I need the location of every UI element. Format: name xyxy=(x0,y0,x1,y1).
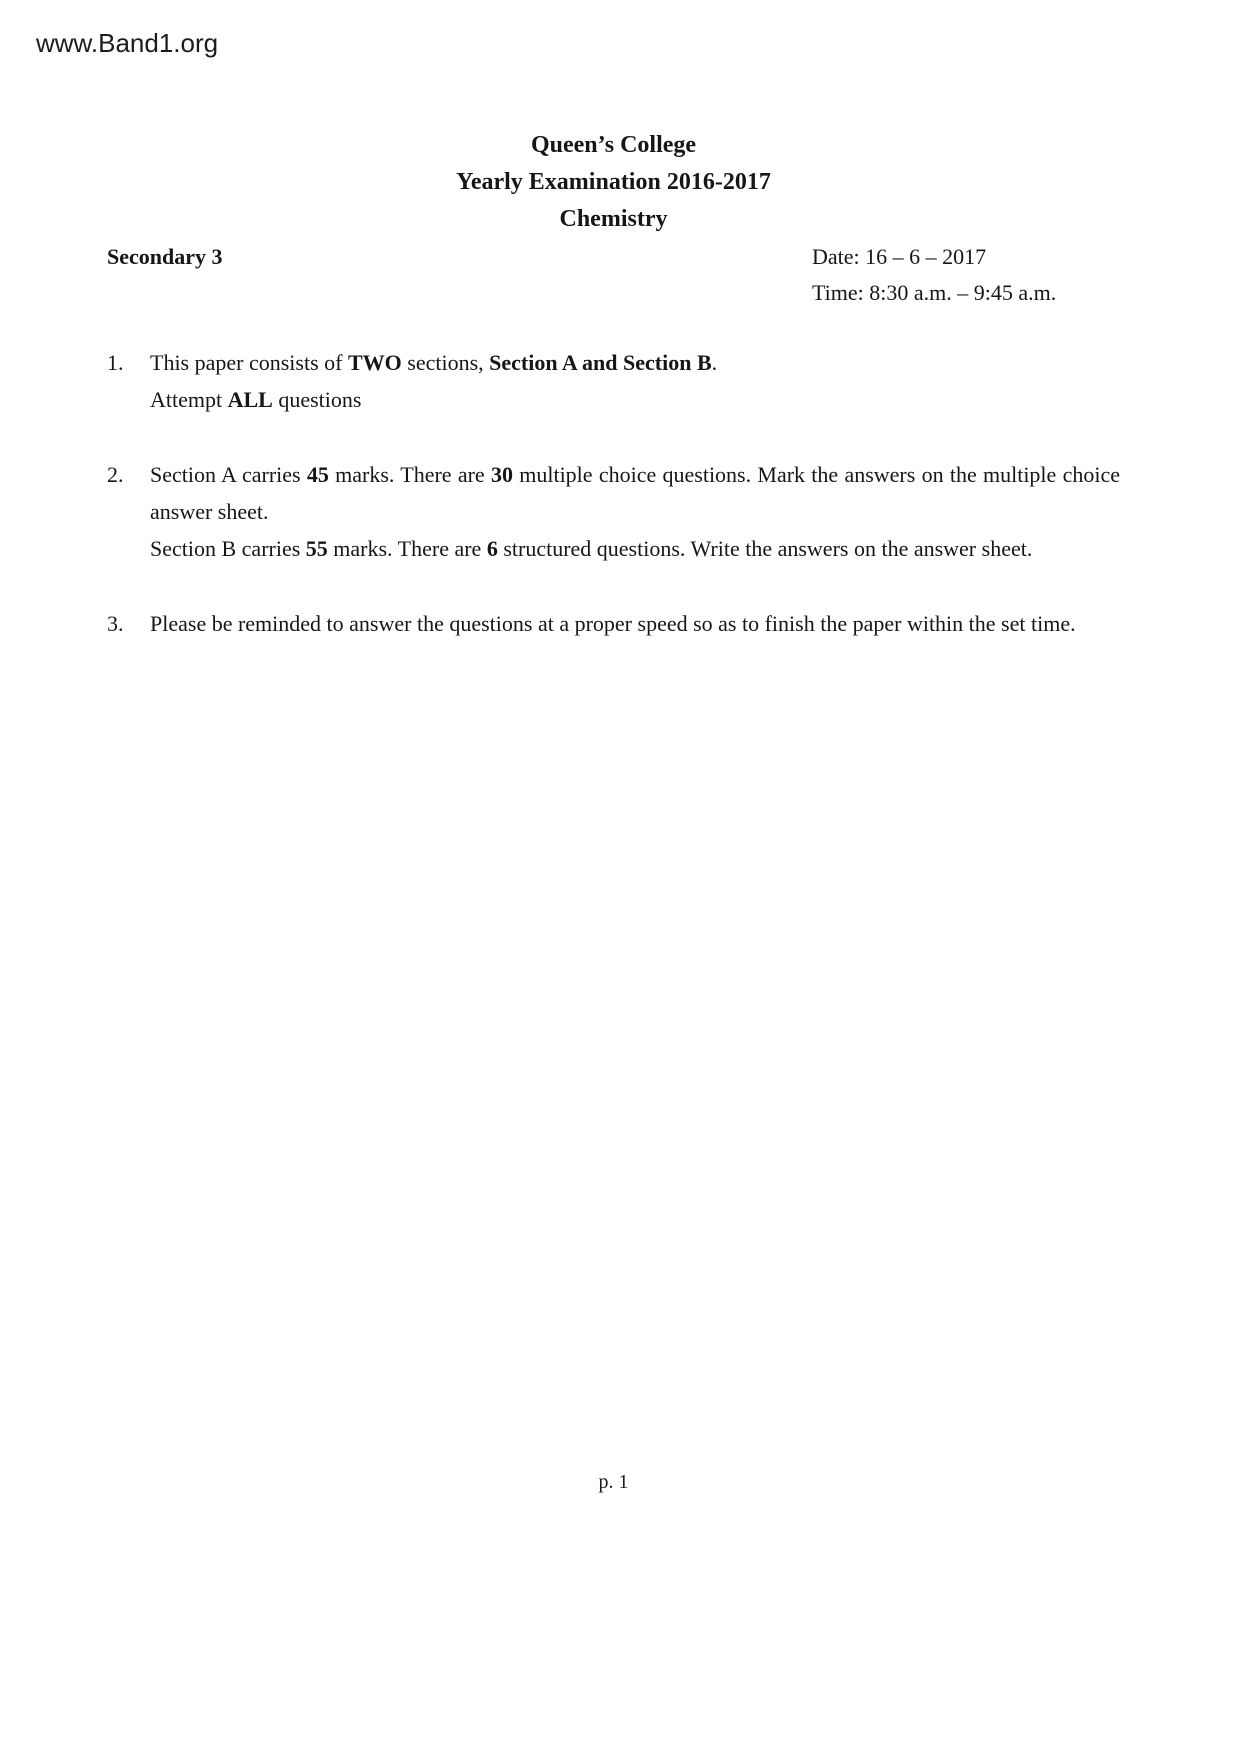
text-run: questions xyxy=(272,387,362,412)
datetime-block xyxy=(812,239,1056,311)
text-run: This paper consists of xyxy=(150,350,348,375)
text-run: Attempt xyxy=(150,387,228,412)
instruction-text xyxy=(150,456,1120,567)
instruction-item-3 xyxy=(107,605,1120,642)
text-run-bold: Section A and Section B xyxy=(489,350,712,375)
text-run-bold: 6 xyxy=(486,536,498,561)
instruction-paragraph xyxy=(150,456,1120,530)
instruction-text xyxy=(150,605,1120,642)
instruction-paragraph xyxy=(150,605,1120,642)
text-run-bold: 55 xyxy=(305,536,328,561)
exam-title: Yearly Examination 2016-2017 xyxy=(456,169,771,195)
instruction-paragraph xyxy=(150,530,1120,567)
text-run-bold: TWO xyxy=(347,350,402,375)
document-body xyxy=(107,0,1120,680)
text-run: structured questions. Write the answers on the answer sheet. xyxy=(497,536,1033,561)
text-run-bold: 45 xyxy=(306,462,329,487)
item-number: 1. xyxy=(107,350,124,375)
page-number: p. 1 xyxy=(598,1471,629,1493)
text-run: multiple choice questions. Mark the answers on the multiple choice answer sheet. xyxy=(150,462,1120,524)
watermark-url: www.Band1.org xyxy=(36,28,219,58)
class-level: Secondary 3 xyxy=(107,244,223,269)
exam-time: Time: 8:30 a.m. – 9:45 a.m. xyxy=(812,280,1057,305)
school-name: Queen’s College xyxy=(530,132,697,158)
text-run: marks. There are xyxy=(327,536,487,561)
text-run: . xyxy=(711,350,718,375)
instruction-text xyxy=(150,344,1120,418)
title-block xyxy=(107,127,1120,238)
text-run-bold: ALL xyxy=(227,387,273,412)
subject-title: Chemistry xyxy=(559,206,668,232)
text-run: Section B carries xyxy=(150,536,306,561)
instruction-item-2 xyxy=(107,456,1120,567)
text-run: marks. There are xyxy=(328,462,491,487)
instruction-list xyxy=(107,344,1120,642)
text-run: sections, xyxy=(401,350,490,375)
text-run-bold: 30 xyxy=(490,462,513,487)
instruction-item-1 xyxy=(107,344,1120,418)
item-number: 3. xyxy=(107,611,124,636)
instruction-paragraph xyxy=(150,381,1120,418)
instruction-paragraph xyxy=(150,344,1120,381)
meta-row xyxy=(107,239,1120,311)
item-number: 2. xyxy=(107,462,124,487)
exam-date: Date: 16 – 6 – 2017 xyxy=(812,244,987,269)
text-run: Section A carries xyxy=(150,462,307,487)
text-run: Please be reminded to answer the questions at a proper speed so as to finish the paper within the set time. xyxy=(150,611,1076,636)
